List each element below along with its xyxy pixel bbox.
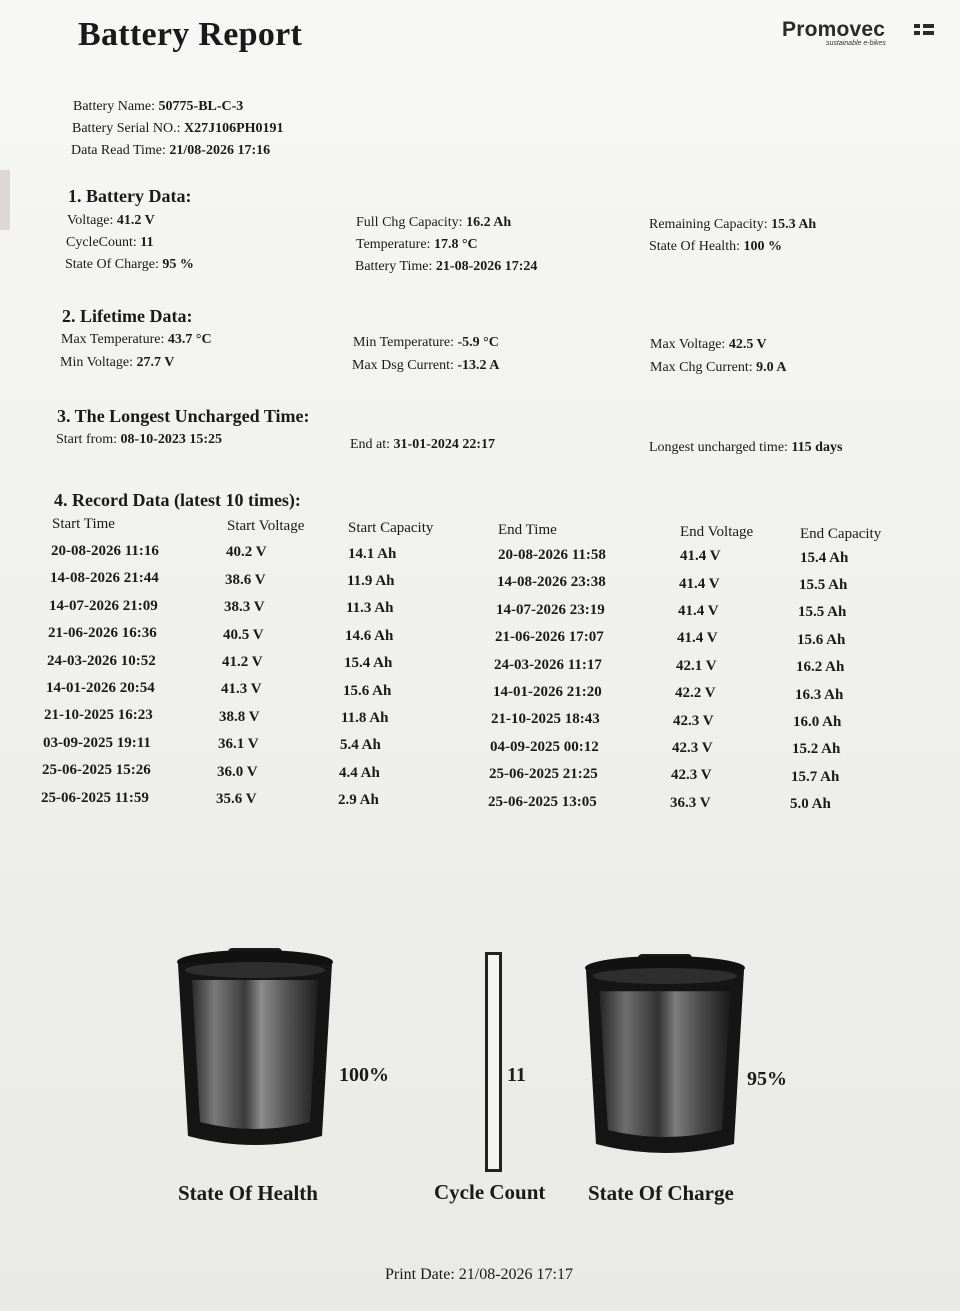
cell-end-voltage: 42.3 V — [672, 740, 713, 756]
cell-start-capacity: 4.4 Ah — [339, 765, 380, 781]
cell-start-capacity: 15.4 Ah — [344, 655, 393, 671]
cell-end-time: 21-06-2026 17:07 — [495, 629, 604, 645]
state-of-charge-value: 95 % — [162, 257, 194, 272]
battery-serial-value: X27J106PH0191 — [183, 121, 284, 136]
cell-end-time: 14-01-2026 21:20 — [493, 684, 602, 700]
uncharged-start-row: Start from: 08-10-2023 15:25 — [56, 432, 223, 447]
cell-start-time: 03-09-2025 19:11 — [43, 735, 151, 751]
max-dsg-current-row: Max Dsg Current: -13.2 A — [352, 358, 500, 373]
cell-start-voltage: 41.3 V — [221, 681, 262, 697]
header-end-capacity: End Capacity — [800, 526, 882, 542]
page-title: Battery Report — [78, 16, 303, 53]
cell-end-capacity: 15.7 Ah — [791, 769, 840, 785]
header-start-voltage: Start Voltage — [227, 518, 305, 534]
cell-start-capacity: 14.6 Ah — [345, 628, 394, 644]
section-records-title: 4. Record Data (latest 10 times): — [54, 490, 301, 510]
battery-name-value: 50775-BL-C-3 — [158, 99, 244, 114]
cell-end-voltage: 42.3 V — [671, 767, 712, 783]
cell-end-voltage: 42.1 V — [676, 658, 717, 674]
section-lifetime-title: 2. Lifetime Data: — [62, 306, 193, 326]
cell-end-capacity: 5.0 Ah — [790, 796, 831, 812]
brand-tagline: sustainable e-bikes — [826, 40, 886, 47]
brand-logo — [782, 18, 942, 50]
max-temperature-value: 43.7 °C — [167, 332, 212, 347]
full-chg-capacity-value: 16.2 Ah — [466, 215, 512, 230]
cell-start-time: 24-03-2026 10:52 — [47, 653, 156, 669]
header-start-time: Start Time — [52, 516, 115, 532]
cell-start-time: 25-06-2025 15:26 — [42, 762, 151, 778]
state-of-health-value: 100 % — [743, 239, 782, 254]
cell-end-time: 24-03-2026 11:17 — [494, 657, 602, 673]
max-chg-current-value: 9.0 A — [756, 360, 787, 375]
max-chg-current-row: Max Chg Current: 9.0 A — [650, 360, 787, 375]
cycle-count-label: Cycle Count — [434, 1180, 546, 1204]
section-battery-data-title: 1. Battery Data: — [68, 186, 192, 206]
cell-end-voltage: 41.4 V — [677, 630, 718, 646]
brand-wordmark: Promovec — [782, 18, 886, 41]
cell-end-time: 04-09-2025 00:12 — [490, 739, 599, 755]
battery-name-row: Battery Name: 50775-BL-C-3 — [73, 99, 244, 114]
longest-uncharged-value: 115 days — [791, 440, 843, 455]
min-voltage-value: 27.7 V — [136, 355, 175, 370]
cell-start-voltage: 41.2 V — [222, 654, 263, 670]
cell-start-time: 21-10-2025 16:23 — [44, 707, 153, 723]
cell-end-voltage: 42.2 V — [675, 685, 716, 701]
state-of-health-row: State Of Health: 100 % — [649, 239, 782, 254]
header-end-time: End Time — [498, 522, 557, 538]
print-date-value: 21/08-2026 17:17 — [458, 1266, 573, 1283]
print-date: Print Date: 21/08-2026 17:17 — [385, 1266, 573, 1283]
cell-end-capacity: 16.3 Ah — [795, 687, 844, 703]
data-read-time-value: 21/08-2026 17:16 — [169, 143, 271, 158]
charge-percent: 95% — [747, 1068, 787, 1090]
min-temperature-value: -5.9 °C — [457, 335, 499, 350]
cell-end-time: 20-08-2026 11:58 — [498, 547, 606, 563]
health-percent: 100% — [339, 1064, 389, 1086]
cell-end-capacity: 15.5 Ah — [798, 604, 847, 620]
max-temperature-row: Max Temperature: 43.7 °C — [61, 332, 212, 347]
temperature-value: 17.8 °C — [433, 237, 478, 252]
cell-start-capacity: 5.4 Ah — [340, 737, 381, 753]
voltage-row: Voltage: 41.2 V — [67, 213, 155, 228]
cell-start-time: 25-06-2025 11:59 — [41, 790, 149, 806]
section-uncharged-title: 3. The Longest Uncharged Time: — [57, 406, 310, 426]
uncharged-start-value: 08-10-2023 15:25 — [120, 432, 223, 447]
cycle-count-bar — [485, 952, 502, 1172]
full-chg-capacity-row: Full Chg Capacity: 16.2 Ah — [356, 215, 512, 230]
header-start-capacity: Start Capacity — [348, 520, 434, 536]
cell-start-voltage: 38.8 V — [219, 709, 260, 725]
cycle-count-number: 11 — [507, 1064, 526, 1086]
battery-time-row: Battery Time: 21-08-2026 17:24 — [355, 259, 538, 274]
battery-charge-icon — [578, 946, 758, 1168]
remaining-capacity-value: 15.3 Ah — [771, 217, 817, 232]
cell-start-capacity: 15.6 Ah — [343, 683, 392, 699]
cell-start-time: 14-08-2026 21:44 — [50, 570, 159, 586]
max-voltage-row: Max Voltage: 42.5 V — [650, 337, 767, 352]
temperature-row: Temperature: 17.8 °C — [356, 237, 478, 252]
page-edge-shadow — [0, 170, 10, 230]
cell-end-capacity: 16.0 Ah — [793, 714, 842, 730]
cell-start-time: 14-07-2026 21:09 — [49, 598, 158, 614]
cell-start-capacity: 11.3 Ah — [346, 600, 394, 616]
cell-end-voltage: 42.3 V — [673, 713, 714, 729]
flag-icon — [914, 24, 934, 36]
cell-end-time: 21-10-2025 18:43 — [491, 711, 600, 727]
cell-start-time: 21-06-2026 16:36 — [48, 625, 157, 641]
cycle-count-value: 11 — [140, 235, 154, 250]
cell-start-capacity: 11.8 Ah — [341, 710, 389, 726]
cell-start-voltage: 38.3 V — [224, 599, 265, 615]
charge-label: State Of Charge — [588, 1181, 734, 1205]
uncharged-end-value: 31-01-2024 22:17 — [393, 437, 496, 452]
cell-start-time: 20-08-2026 11:16 — [51, 543, 159, 559]
cell-end-time: 14-07-2026 23:19 — [496, 602, 605, 618]
cell-end-time: 14-08-2026 23:38 — [497, 574, 606, 590]
cell-start-capacity: 2.9 Ah — [338, 792, 379, 808]
cell-end-voltage: 41.4 V — [679, 576, 720, 592]
header-end-voltage: End Voltage — [680, 524, 754, 540]
battery-time-value: 21-08-2026 17:24 — [435, 259, 538, 274]
cell-start-voltage: 36.1 V — [218, 736, 259, 752]
cell-start-voltage: 35.6 V — [216, 791, 257, 807]
remaining-capacity-row: Remaining Capacity: 15.3 Ah — [649, 217, 817, 232]
max-dsg-current-value: -13.2 A — [457, 358, 500, 373]
cell-start-voltage: 36.0 V — [217, 764, 258, 780]
cell-end-capacity: 15.2 Ah — [792, 741, 841, 757]
min-voltage-row: Min Voltage: 27.7 V — [60, 355, 175, 370]
cell-end-time: 25-06-2025 21:25 — [489, 766, 598, 782]
data-read-time-row: Data Read Time: 21/08-2026 17:16 — [71, 143, 271, 158]
cell-end-capacity: 15.5 Ah — [799, 577, 848, 593]
charge-fill — [599, 991, 730, 1137]
cell-start-time: 14-01-2026 20:54 — [46, 680, 155, 696]
cell-start-capacity: 14.1 Ah — [348, 546, 397, 562]
health-fill — [192, 980, 318, 1129]
battery-serial-row: Battery Serial NO.: X27J106PH0191 — [72, 121, 284, 136]
cell-start-capacity: 11.9 Ah — [347, 573, 395, 589]
health-label: State Of Health — [178, 1181, 318, 1205]
cell-end-capacity: 15.4 Ah — [800, 550, 849, 566]
cell-end-capacity: 16.2 Ah — [796, 659, 845, 675]
battery-health-icon — [170, 940, 350, 1160]
max-voltage-value: 42.5 V — [728, 337, 767, 352]
cell-end-voltage: 41.4 V — [680, 548, 721, 564]
min-temperature-row: Min Temperature: -5.9 °C — [353, 335, 499, 350]
cell-end-voltage: 41.4 V — [678, 603, 719, 619]
cell-end-voltage: 36.3 V — [670, 795, 711, 811]
cycle-count-row: CycleCount: 11 — [66, 235, 154, 250]
state-of-charge-row: State Of Charge: 95 % — [65, 257, 194, 272]
uncharged-end-row: End at: 31-01-2024 22:17 — [350, 437, 496, 452]
cell-end-time: 25-06-2025 13:05 — [488, 794, 597, 810]
voltage-value: 41.2 V — [116, 213, 155, 228]
cell-start-voltage: 40.2 V — [226, 544, 267, 560]
cell-start-voltage: 38.6 V — [225, 572, 266, 588]
longest-uncharged-row: Longest uncharged time: 115 days — [649, 440, 843, 455]
cell-start-voltage: 40.5 V — [223, 627, 264, 643]
cell-end-capacity: 15.6 Ah — [797, 632, 846, 648]
